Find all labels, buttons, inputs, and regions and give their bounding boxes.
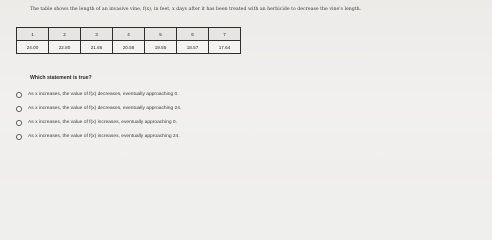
prompt-text: Which statement is true? bbox=[30, 75, 92, 81]
table-cell-x: 5 bbox=[145, 28, 177, 41]
table-row-x bbox=[17, 28, 241, 41]
table-cell-fx: 21.66 bbox=[81, 41, 113, 54]
option-label: As x increases, the value of f(x) increases, eventually approaching 0. bbox=[28, 120, 177, 125]
table-cell-fx: 20.58 bbox=[113, 41, 145, 54]
table-cell-x: 7 bbox=[209, 28, 241, 41]
table-cell-x: 1 bbox=[17, 28, 49, 41]
option-label: As x increases, the value of f(x) decreases, eventually approaching 0. bbox=[28, 92, 179, 97]
table-cell-fx: 17.64 bbox=[209, 41, 241, 54]
answer-option-3[interactable] bbox=[16, 118, 177, 127]
answer-option-2[interactable] bbox=[16, 104, 181, 113]
table-cell-x: 3 bbox=[81, 28, 113, 41]
data-table bbox=[16, 27, 241, 54]
answer-option-1[interactable] bbox=[16, 90, 179, 99]
table-cell-fx: 18.57 bbox=[177, 41, 209, 54]
answer-option-4[interactable] bbox=[16, 132, 180, 141]
table-cell-x: 4 bbox=[113, 28, 145, 41]
table-cell-x: 6 bbox=[177, 28, 209, 41]
table-cell-fx: 24.00 bbox=[17, 41, 49, 54]
radio-button[interactable] bbox=[16, 92, 22, 98]
radio-button[interactable] bbox=[16, 120, 22, 126]
table-cell-x: 2 bbox=[49, 28, 81, 41]
option-label: As x increases, the value of f(x) increases, eventually approaching 24. bbox=[28, 134, 180, 139]
table-cell-fx: 22.80 bbox=[49, 41, 81, 54]
option-label: As x increases, the value of f(x) decreases, eventually approaching 24. bbox=[28, 106, 182, 111]
table-cell-fx: 19.55 bbox=[145, 41, 177, 54]
table-row-fx bbox=[17, 41, 241, 54]
radio-button[interactable] bbox=[16, 134, 22, 140]
radio-button[interactable] bbox=[16, 106, 22, 112]
question-text: The table shows the length of an invasive vine, f(x), in feet, x days after it has been treated with an herbicide to decrease the vine's length. bbox=[30, 7, 362, 12]
